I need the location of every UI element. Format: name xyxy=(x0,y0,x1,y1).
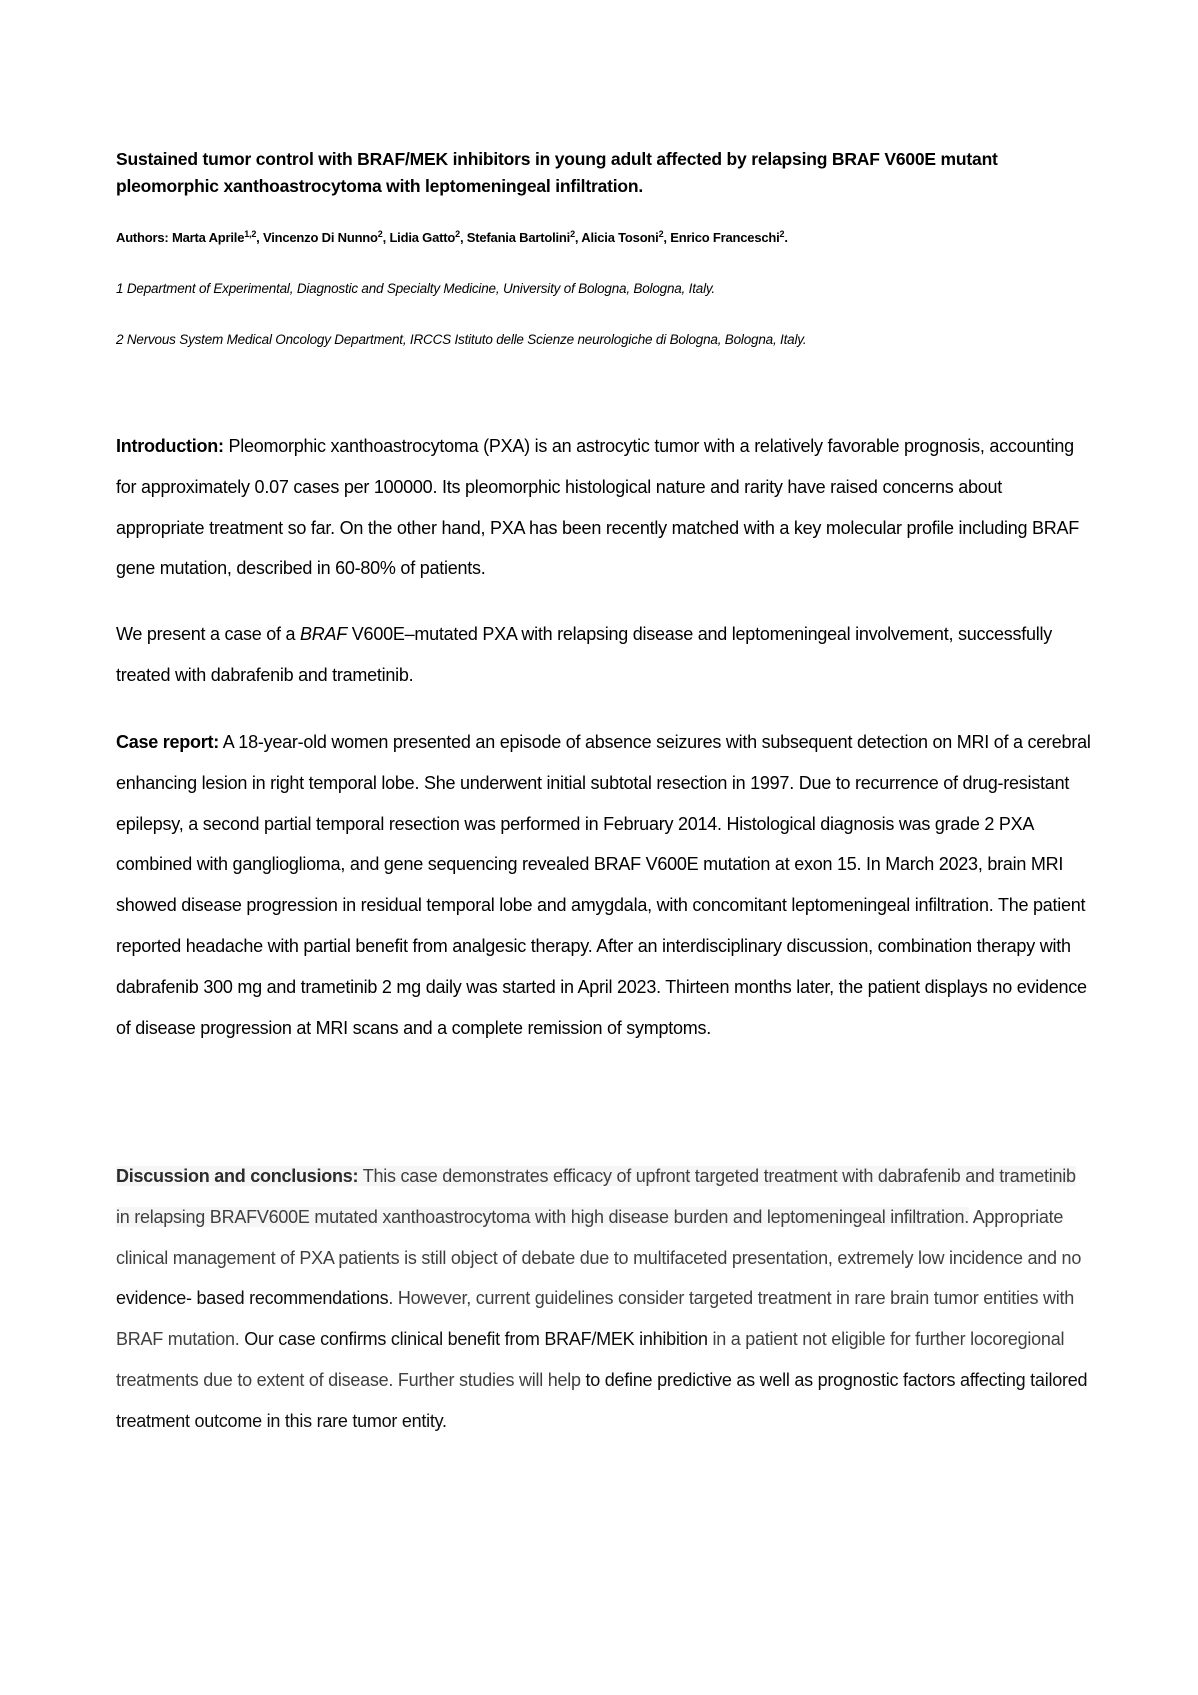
affiliation-2: 2 Nervous System Medical Oncology Department, IRCCS Istituto delle Scienze neurologiche di Bologna, Bologna, Italy. xyxy=(116,332,807,347)
authors-label: Authors: xyxy=(116,230,172,245)
author: Alicia Tosoni$^2$ xyxy=(581,229,664,245)
author: Marta Aprile$^{1,2}$ xyxy=(171,229,257,245)
author: Lidia Gatto$^2$ xyxy=(389,229,460,245)
author: Vincenzo Di Nunno$^2$ xyxy=(262,229,383,245)
introduction-heading: Introduction: xyxy=(116,436,224,456)
introduction-paragraph xyxy=(116,426,1091,589)
discussion-paragraph: Discussion and conclusions: This case demonstrates efficacy of upfront targeted treatment with dabrafenib and trametinib in relapsing BRAFV600E mutated xanthoastrocytoma with high disease burden and leptomeningeal infiltration. Appropriate clinical management of PXA patients is still object of debate due to multifaceted presentation, extremely low incidence and no evidence- based recommendations. However, current guidelines consider targeted treatment in rare brain tumor entities with BRAF mutation. Our case confirms clinical benefit from BRAF/MEK inhibition in a patient not eligible for further locoregional treatments due to extent of disease. Further studies will help to define predictive as well as prognostic factors affecting tailored treatment outcome in this rare tumor entity. xyxy=(116,1166,1088,1431)
author: Enrico Franceschi$^2$ xyxy=(670,229,785,245)
author-list: Authors: Marta Aprile$^{1,2}$, Vincenzo Di Nunno$^2$, Lidia Gatto$^2$, Stefania Bartolini$^2$, Alicia Tosoni$^2$, Enrico Franceschi$^2$. xyxy=(116,229,788,245)
introduction-text: Pleomorphic xanthoastrocytoma (PXA) is an astrocytic tumor with a relatively favorable prognosis, accounting for approximately 0.07 cases per 100000. Its pleomorphic histological nature and rarity have raised concerns about appropriate treatment so far. On the other hand, PXA has been recently matched with a key molecular profile including BRAF gene mutation, described in 60-80% of patients. xyxy=(116,436,1080,579)
gene-name: BRAF xyxy=(300,624,348,644)
paper-title: Sustained tumor control with BRAF/MEK inhibitors in young adult affected by relapsing BRAF V600E mutant pleomorphic xanthoastrocytoma with leptomeningeal infiltration. xyxy=(116,149,998,196)
affiliation-1: 1 Department of Experimental, Diagnostic and Specialty Medicine, University of Bologna, Bologna, Italy. xyxy=(116,281,715,296)
case-report-heading: Case report: xyxy=(116,732,220,752)
author: Stefania Bartolini$^2$ xyxy=(466,229,575,245)
discussion-heading: Discussion and conclusions: xyxy=(116,1166,359,1186)
case-report-paragraph xyxy=(116,722,1091,1048)
highlighted-text: Discussion and conclusions: This case demonstrates efficacy of upfront targeted treatment with dabrafenib and trametinib in relapsing BRAFV600E mutated xanthoastrocytoma with high disease burden and leptomeningeal infiltration. xyxy=(116,1166,1076,1227)
case-report-text: A 18-year-old women presented an episode of absence seizures with subsequent detection on MRI of a cerebral enhancing lesion in right temporal lobe. She underwent initial subtotal resection in 1997. Due to recurrence of drug-resistant epilepsy, a second partial temporal resection was performed in February 2014. Histological diagnosis was grade 2 PXA combined with ganglioglioma, and gene sequencing revealed BRAF V600E mutation at exon 15. In March 2023, brain MRI showed disease progression in residual temporal lobe and amygdala, with concomitant leptomeningeal infiltration. The patient reported headache with partial benefit from analgesic therapy. After an interdisciplinary discussion, combination therapy with dabrafenib 300 mg and trametinib 2 mg daily was started in April 2023. Thirteen months later, the patient displays no evidence of disease progression at MRI scans and a complete remission of symptoms. xyxy=(116,732,1091,1038)
case-presentation-paragraph: We present a case of a BRAF V600E–mutated PXA with relapsing disease and leptomeningeal involvement, successfully treated with dabrafenib and trametinib. xyxy=(116,624,1052,685)
